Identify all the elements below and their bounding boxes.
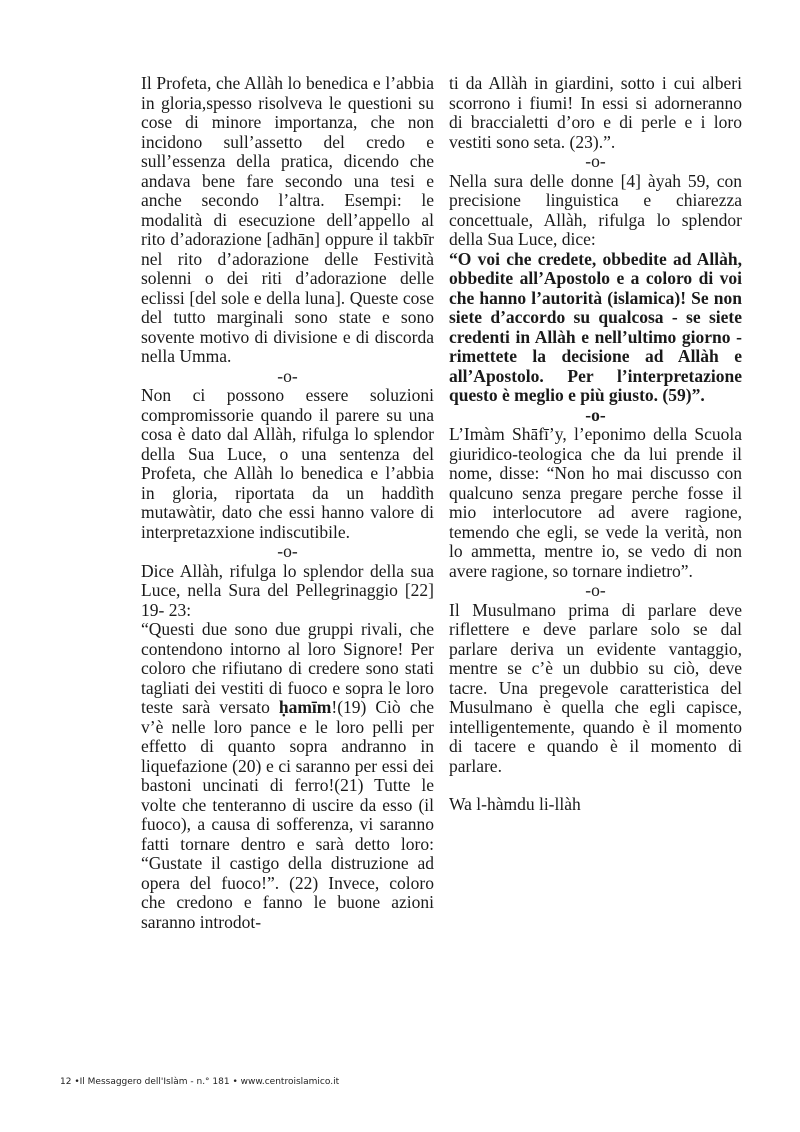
paragraph: Dice Allàh, rifulga lo splendor della sua Luce, nella Sura del Pellegrinaggio [22] 19- 23: xyxy=(141,560,434,620)
paragraph: Il Musulmano prima di parlare deve riflettere e deve parlare solo se dal parlare deriva un evidente vantaggio, mentre se c’è un dubbio su ciò, deve tacre. Una pregevole caratteristica del Musulmano è quella che egli capisce, intelligentemente, quando è il momento di tacere e quando è il momento di parlare. xyxy=(449,599,742,776)
quote-text: !(19) Ciò che v’è nelle loro pance e le loro pelli per effetto di quanto sopra andranno in liquefazione (20) e ci saranno per essi dei bastoni uncinati di ferro!(21) Tutte le volte che tenteranno di uscire da esso (il fuoco), a causa di sofferenza, vi saranno fatti tornare dentro e sarà detto loro: “Gustate il castigo della distruzione ad opera del fuoco!”. (22) Invece, coloro che credono e fanno le buone azioni saranno introdot- xyxy=(141,697,434,932)
spacer xyxy=(449,776,742,795)
paragraph: L’Imàm Shāfī’y, l’eponimo della Scuola giuridico-teologica che da lui prende il nome, disse: “Non ho mai discusso con qualcuno senza pregare perche fosse il mio interlocutore ad avere ragione, temendo che egli, se vede la verità, non lo ammetta, mentre io, se vedo di non avere ragione, so tornare indietro”. xyxy=(449,424,742,581)
page-footer: 12 •Il Messaggero dell'Islàm - n.° 181 • www.centroislamico.it xyxy=(60,1077,340,1087)
separator: -o- xyxy=(585,151,606,171)
separator: -o- xyxy=(277,365,298,386)
left-column xyxy=(141,74,434,932)
paragraph: ti da Allàh in giardini, sotto i cui alberi scorrono i fiumi! In essi si adorneranno di braccialetti d’oro e di perle e i loro vestiti sono seta. (23).”. xyxy=(449,73,742,152)
paragraph: Nella sura delle donne [4] àyah 59, con precisione linguistica e chiarezza concettuale, Allàh, rifulga lo splendor della Sua Luce, dice: xyxy=(449,170,742,249)
separator: -o- xyxy=(277,541,298,561)
separator: -o- xyxy=(585,404,606,425)
separator: -o- xyxy=(585,580,606,600)
paragraph: Non ci possono essere soluzioni compromissorie quando il parere su una cosa è dato dal Allàh, rifulga lo splendor della Sua Luce, o una sentenza del Profeta, che Allàh lo benedica e l’abbia in gloria, riportata da un haddìth mutawàtir, dato che essi hanno valore di interpretazxione indiscutibile. xyxy=(141,385,434,542)
bold-quote: “O voi che credete, obbedite ad Allàh, obbedite all’Apostolo e a coloro di voi che hanno l’autorità (islamica)! Se non siete d’accordo su qualcosa - se siete credenti in Allàh e nell’ultimo giorno - rimettete la decisione ad Allàh e all’Apostolo. Per l’interpretazione questo è meglio e più giusto. (59)”. xyxy=(449,248,742,405)
closing-line: Wa l-hàmdu li-llàh xyxy=(449,794,581,814)
paragraph: Il Profeta, che Allàh lo benedica e l’abbia in gloria,spesso risolveva le questioni su cose di minore importanza, che non incidono sull’assetto del credo e sull’essenza della pratica, dicendo che andava bene fare secondo una tesi e anche secondo l’altra. Esempi: le modalità di esecuzione dell’appello al rito d’adorazione [adhān] oppure il takbīr nel rito d’adorazione delle Festività solenni o dei riti d’adorazione delle eclissi [del sole e della luna]. Queste cose del tutto marginali sono state e sono sovente motivo di divisione e di discorda nella Umma. xyxy=(141,73,434,366)
quote-paragraph xyxy=(141,620,434,932)
right-column xyxy=(449,74,742,815)
quote-text: “Questi due sono due gruppi rivali, che contendono intorno al loro Signore! Per coloro che rifiutano di credere sono stati tagliati dei vestiti di fuoco e sopra le loro teste sarà versato xyxy=(141,619,434,717)
bold-term: ḥamīm xyxy=(278,697,332,717)
